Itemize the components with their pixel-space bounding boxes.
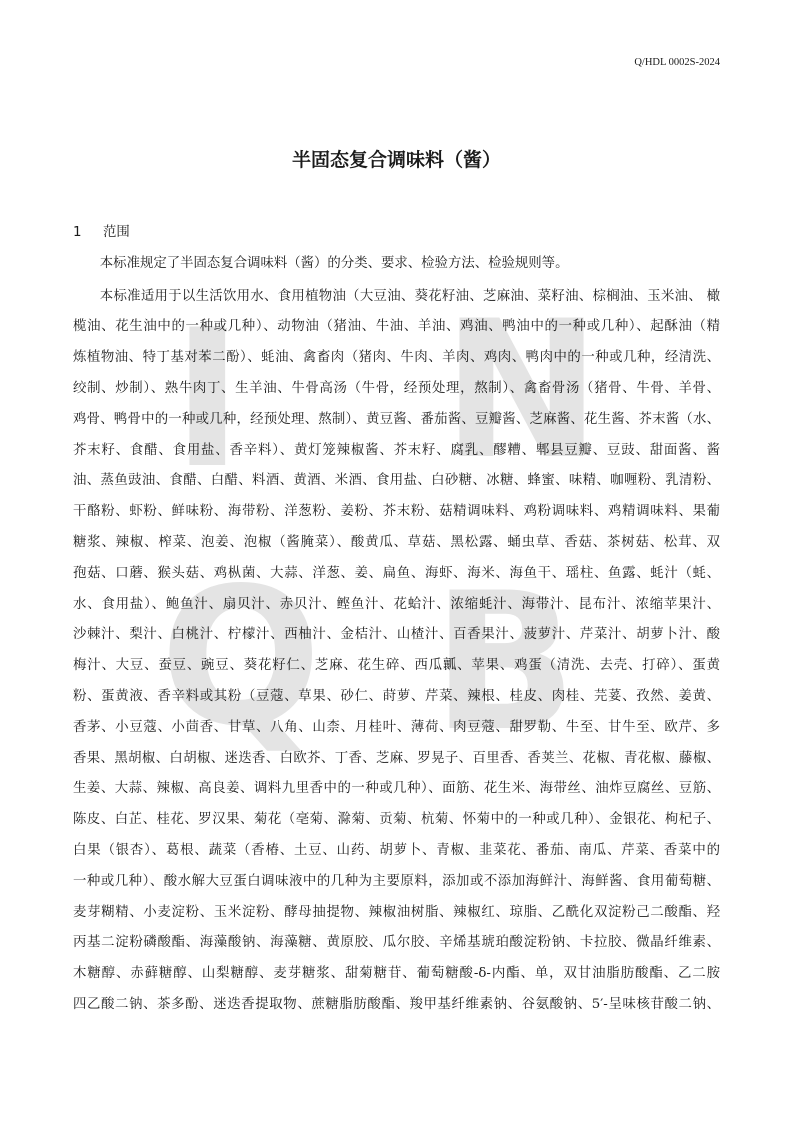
paragraph-line: 白果（银杏）、葛根、蔬菜（香椿、土豆、山药、胡萝卜、青椒、韭菜花、番茄、南瓜、芹菜、香菜中的 (73, 842, 720, 858)
paragraph-line: 香果、黑胡椒、白胡椒、迷迭香、白欧芥、丁香、芝麻、罗晃子、百里香、香荚兰、花椒、青花椒、藤椒、 (73, 750, 720, 766)
paragraph-line: 麦芽糊精、小麦淀粉、玉米淀粉、酵母抽提物、辣椒油树脂、辣椒红、琼脂、乙酰化双淀粉己二酸酯、羟 (73, 904, 720, 920)
paragraph-line: 香茅、小豆蔻、小茴香、甘草、八角、山柰、月桂叶、薄荷、肉豆蔻、甜罗勒、牛至、甘牛至、欧芹、多 (73, 719, 720, 735)
paragraph-line: 炼植物油、特丁基对苯二酚）、蚝油、禽畜肉（猪肉、牛肉、羊肉、鸡肉、鸭肉中的一种或几种，经清洗、 (73, 350, 720, 366)
paragraph-line: 孢菇、口蘑、猴头菇、鸡枞菌、大蒜、洋葱、姜、扁鱼、海虾、海米、海鱼干、瑶柱、鱼露、蚝汁（蚝、 (73, 565, 720, 581)
paragraph-line: 本标准适用于以生活饮用水、食用植物油（大豆油、葵花籽油、芝麻油、菜籽油、棕榈油、玉米油、 橄 (99, 288, 720, 304)
scope-paragraph: 本标准规定了半固态复合调味料（酱）的分类、要求、检验方法、检验规则等。 (99, 255, 569, 271)
paragraph-line: 芥末籽、食醋、食用盐、香辛料）、黄灯笼辣椒酱、芥末籽、腐乳、醪糟、郫县豆瓣、豆豉、甜面酱、酱 (73, 442, 720, 458)
paragraph-line: 粉、蛋黄液、香辛料或其粉（豆蔻、草果、砂仁、莳萝、芹菜、辣根、桂皮、肉桂、芫荽、孜然、姜黄、 (73, 688, 720, 704)
watermark-letter: I (172, 289, 243, 510)
paragraph-line: 水、食用盐）、鲍鱼汁、扇贝汁、赤贝汁、鲣鱼汁、花蛤汁、浓缩蚝汁、海带汁、昆布汁、浓缩苹果汁、 (73, 596, 720, 612)
standard-code: Q/HDL 0002S-2024 (634, 57, 720, 68)
section-heading (73, 218, 720, 249)
applicability-paragraph (73, 282, 720, 1021)
paragraph-line: 丙基二淀粉磷酸酯、海藻酸钠、海藻糖、黄原胶、瓜尔胶、辛烯基琥珀酸淀粉钠、卡拉胶、微晶纤维素、 (73, 935, 720, 951)
paragraph-line: 陈皮、白芷、桂花、罗汉果、菊花（亳菊、滁菊、贡菊、杭菊、怀菊中的一种或几种）、金银花、枸杞子、 (73, 812, 720, 828)
paragraph-line: 油、蒸鱼豉油、食醋、白醋、料酒、黄酒、米酒、食用盐、白砂糖、冰糖、蜂蜜、味精、咖喱粉、乳清粉、 (73, 473, 720, 489)
paragraph-line: 糖浆、辣椒、榨菜、泡姜、泡椒（酱腌菜）、酸黄瓜、草菇、黑松露、蛹虫草、香菇、茶树菇、松茸、双 (73, 534, 720, 550)
paragraph-line: 木糖醇、赤藓糖醇、山梨糖醇、麦芽糖浆、甜菊糖苷、葡萄糖酸-δ-内酯、单，双甘油脂肪酸酯、乙二胺 (73, 966, 720, 982)
paragraph-line: 四乙酸二钠、茶多酚、迷迭香提取物、蔗糖脂肪酸酯、羧甲基纤维素钠、谷氨酸钠、5′-呈味核苷酸二钠、 (73, 996, 720, 1012)
paragraph-line: 榄油、花生油中的一种或几种）、动物油（猪油、牛油、羊油、鸡油、鸭油中的一种或几种）、起酥油（精 (73, 319, 720, 335)
watermark-letter: Q (160, 547, 322, 768)
paragraph-line: 梅汁、大豆、蚕豆、豌豆、葵花籽仁、芝麻、花生碎、西瓜瓤、苹果、鸡蛋（清洗、去壳、打碎）、蛋黄 (73, 658, 720, 674)
watermark-letter: B (432, 552, 577, 773)
paragraph-line: 绞制、炒制）、熟牛肉丁、生羊油、牛骨高汤（牛骨，经预处理，熬制）、禽畜骨汤（猪骨、牛骨、羊骨、 (73, 380, 720, 396)
watermark-letter: N (442, 280, 602, 501)
paragraph-line: 干酪粉、虾粉、鲜味粉、海带粉、洋葱粉、姜粉、芥末粉、菇精调味料、鸡粉调味料、鸡精调味料、果葡 (73, 504, 720, 520)
paragraph-line: 一种或几种）、酸水解大豆蛋白调味液中的几种为主要原料，添加或不添加海鲜汁、海鲜酱、食用葡萄糖、 (73, 873, 720, 889)
section-title: 范围 (103, 224, 130, 240)
paragraph-line: 沙棘汁、梨汁、白桃汁、柠檬汁、西柚汁、金桔汁、山楂汁、百香果汁、菠萝汁、芹菜汁、胡萝卜汁、酸 (73, 627, 720, 643)
paragraph-line: 生姜、大蒜、辣椒、高良姜、调料九里香中的一种或几种）、面筋、花生米、海带丝、油炸豆腐丝、豆筋、 (73, 781, 720, 797)
document-title: 半固态复合调味料（酱） (291, 149, 501, 171)
section-number: 1 (73, 224, 82, 240)
paragraph-line: 鸡骨、鸭骨中的一种或几种，经预处理、熬制）、黄豆酱、番茄酱、豆瓣酱、芝麻酱、花生酱、芥末酱（水、 (73, 411, 720, 427)
